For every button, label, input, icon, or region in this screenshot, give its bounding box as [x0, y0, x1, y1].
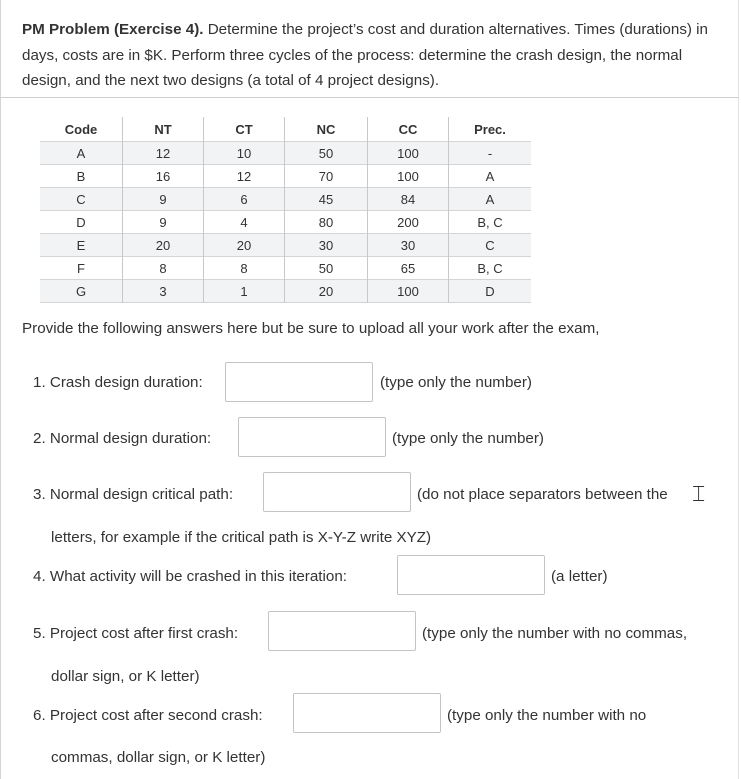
- table-row: [40, 142, 531, 165]
- table-cell: 30: [368, 234, 449, 257]
- column-header: NC: [285, 117, 368, 142]
- column-header: CT: [204, 117, 285, 142]
- table-cell: 70: [285, 165, 368, 188]
- question-1-label: 1. Crash design duration:: [33, 374, 203, 391]
- crashed-activity-input[interactable]: [397, 555, 545, 595]
- column-header: NT: [123, 117, 204, 142]
- question-3-hint-continued: letters, for example if the critical path is X-Y-Z write XYZ): [51, 529, 432, 546]
- question-5-hint-continued: dollar sign, or K letter): [51, 668, 200, 685]
- divider: [0, 97, 739, 98]
- normal-duration-input[interactable]: [238, 417, 386, 457]
- table-row: [40, 188, 531, 211]
- critical-path-input[interactable]: [263, 472, 411, 512]
- table-cell: D: [40, 211, 123, 234]
- problem-statement: [22, 17, 722, 94]
- question-5-label: 5. Project cost after first crash:: [33, 625, 239, 642]
- table-cell: A: [485, 168, 495, 184]
- table-cell: E: [40, 234, 123, 257]
- table-cell: 80: [285, 211, 368, 234]
- table-cell: 9: [123, 188, 204, 211]
- table-cell: 45: [285, 188, 368, 211]
- table-cell: 8: [204, 257, 285, 280]
- column-header: Prec.: [474, 121, 506, 137]
- question-1-hint: (type only the number): [380, 374, 532, 391]
- question-2-label: 2. Normal design duration:: [33, 430, 212, 447]
- table-cell: B, C: [477, 214, 503, 230]
- table-cell: 84: [368, 188, 449, 211]
- table-cell: 1: [204, 280, 285, 303]
- table-cell: 16: [123, 165, 204, 188]
- table-row: [40, 165, 531, 188]
- table-cell: 20: [123, 234, 204, 257]
- table-cell: F: [40, 257, 123, 280]
- question-4-hint: (a letter): [551, 568, 608, 585]
- text-cursor-icon: ⌶: [692, 482, 706, 507]
- table-header-row: [40, 117, 531, 142]
- table-cell: A: [40, 142, 123, 165]
- table-cell: 8: [123, 257, 204, 280]
- table-cell: 3: [123, 280, 204, 303]
- table-row: [40, 257, 531, 280]
- table-cell: D: [485, 283, 495, 299]
- table-cell: A: [485, 191, 495, 207]
- question-3-hint: (do not place separators between the: [417, 486, 668, 503]
- question-2-hint: (type only the number): [392, 430, 544, 447]
- table-cell: 30: [285, 234, 368, 257]
- table-cell: 12: [123, 142, 204, 165]
- table-cell: G: [40, 280, 123, 303]
- table-cell: 65: [368, 257, 449, 280]
- question-4-label: 4. What activity will be crashed in this iteration:: [33, 568, 348, 585]
- table-cell: 100: [368, 142, 449, 165]
- table-cell: 6: [204, 188, 285, 211]
- table-row: [40, 234, 531, 257]
- table-cell: -: [487, 145, 493, 161]
- table-cell: 50: [285, 257, 368, 280]
- table-cell: 9: [123, 211, 204, 234]
- column-header: CC: [368, 117, 449, 142]
- question-3-label: 3. Normal design critical path:: [33, 486, 234, 503]
- first-crash-cost-input[interactable]: [268, 611, 416, 651]
- instructions: Provide the following answers here but be sure to upload all your work after the exam,: [22, 320, 600, 337]
- table-cell: C: [485, 237, 495, 253]
- table-cell: 20: [204, 234, 285, 257]
- table-cell: 10: [204, 142, 285, 165]
- table-cell: 20: [285, 280, 368, 303]
- second-crash-cost-input[interactable]: [293, 693, 441, 733]
- table-cell: 200: [368, 211, 449, 234]
- table-cell: 100: [368, 165, 449, 188]
- table-cell: C: [40, 188, 123, 211]
- column-header: Code: [40, 117, 123, 142]
- problem-title: PM Problem (Exercise 4).: [22, 21, 204, 38]
- question-6-hint-continued: commas, dollar sign, or K letter): [51, 749, 266, 766]
- table-cell: 50: [285, 142, 368, 165]
- table-cell: B: [40, 165, 123, 188]
- crash-duration-input[interactable]: [225, 362, 373, 402]
- table-cell: B, C: [477, 260, 503, 276]
- table-cell: 12: [204, 165, 285, 188]
- table-cell: 4: [204, 211, 285, 234]
- table-row: [40, 211, 531, 234]
- question-6-hint: (type only the number with no: [447, 707, 647, 724]
- question-6-label: 6. Project cost after second crash:: [33, 707, 263, 724]
- problem-text: Determine the project’s cost and duration alternatives. Times (durations) in days, costs are in $K. Perform three cycles of the process: determine the crash design, the normal design, and the next two designs (a total of 4 project designs).: [22, 21, 709, 89]
- table-row: [40, 280, 531, 303]
- table-cell: 100: [368, 280, 449, 303]
- question-5-hint: (type only the number with no commas,: [422, 625, 688, 642]
- activity-table: [40, 117, 531, 303]
